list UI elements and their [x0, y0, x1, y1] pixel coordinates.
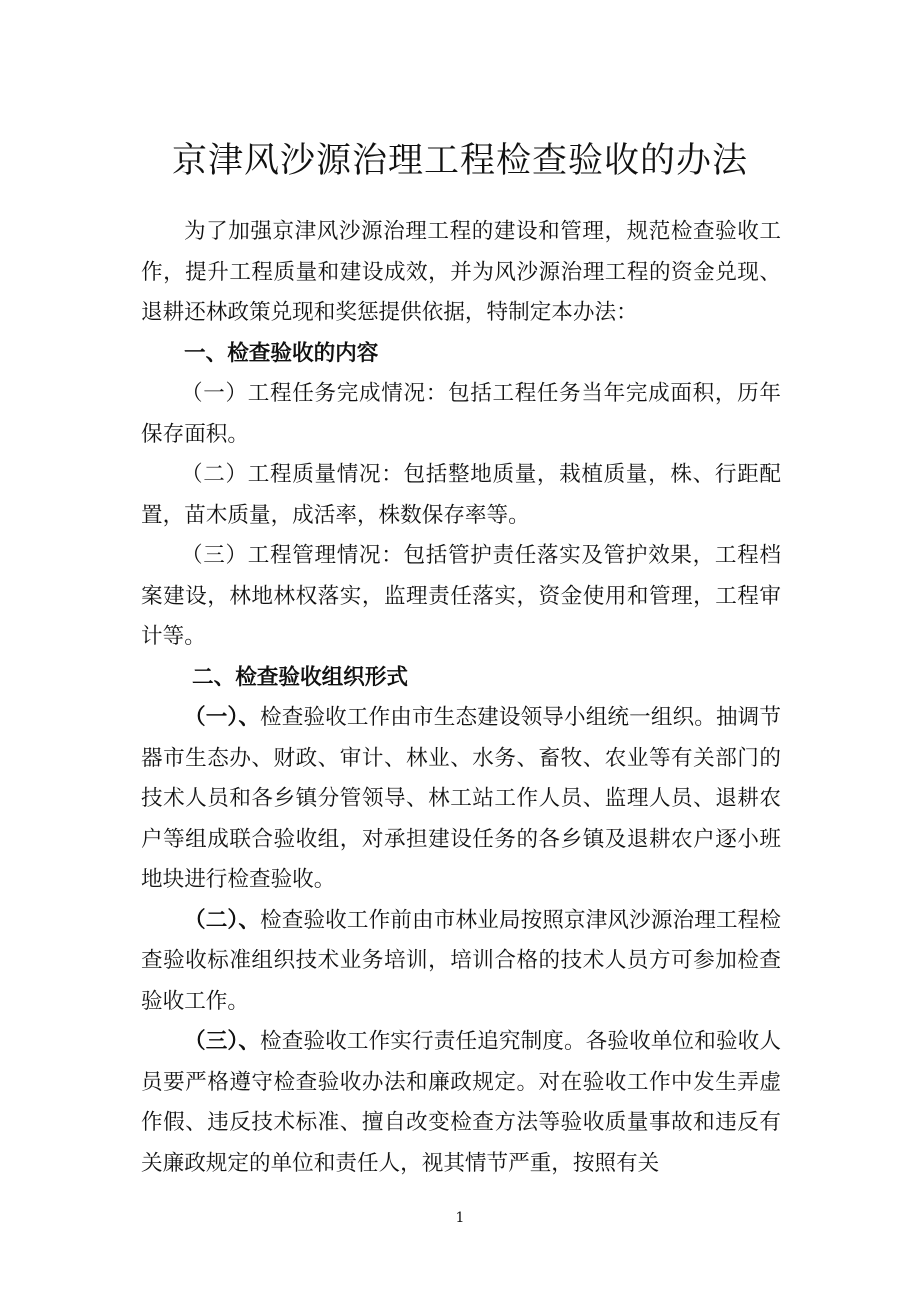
- item-number-label: （一）、: [184, 705, 261, 730]
- organization-item-1: [141, 698, 781, 901]
- page-number: 1: [455, 1210, 465, 1226]
- item-text: 检查验收工作实行责任追究制度。各验收单位和验收人员要严格遵守检查验收办法和廉政规定。对在验收工作中发生弄虚作假、违反技术标准、擅自改变检查方法等验收质量事故和违反有关廉政规定的单位和责任人，视其情节严重，按照有关: [141, 1029, 781, 1176]
- section-heading-content: 一、检查验收的内容: [184, 340, 379, 366]
- section-heading-organization: 二、检查验收组织形式: [192, 664, 408, 690]
- item-number-label: （二）、: [184, 907, 261, 933]
- item-text: 检查验收工作由市生态建设领导小组统一组织。抽调节器市生态办、财政、审计、林业、水务、畜牧、农业等有关部门的技术人员和各乡镇分管领导、林工站工作人员、监理人员、退耕农户等组成联合验收组，对承担建设任务的各乡镇及退耕农户逐小班地块进行检查验收。: [141, 705, 781, 892]
- item-text: 检查验收工作前由市林业局按照京津风沙源治理工程检查验收标准组织技术业务培训，培训合格的技术人员方可参加检查验收工作。: [141, 907, 781, 1014]
- content-item-task-completion: （一）工程任务完成情况：包括工程任务当年完成面积，历年保存面积。: [141, 381, 781, 447]
- document-body: [141, 212, 781, 1184]
- organization-item-2: [141, 901, 781, 1023]
- content-item-quality: （二）工程质量情况：包括整地质量，栽植质量，株、行距配置，苗木质量，成活率，株数保存率等。: [141, 462, 781, 528]
- organization-item-3: [141, 1022, 781, 1184]
- content-item-management: （三）工程管理情况：包括管护责任落实及管护效果，工程档案建设，林地林权落实，监理责任落实，资金使用和管理，工程审计等。: [141, 543, 781, 649]
- item-number-label: （三）、: [184, 1029, 261, 1054]
- document-title: 京津风沙源治理工程检查验收的办法: [171, 141, 748, 181]
- intro-paragraph: 为了加强京津风沙源治理工程的建设和管理，规范检查验收工作，提升工程质量和建设成效，并为风沙源治理工程的资金兑现、退耕还林政策兑现和奖惩提供依据，特制定本办法：: [141, 219, 781, 325]
